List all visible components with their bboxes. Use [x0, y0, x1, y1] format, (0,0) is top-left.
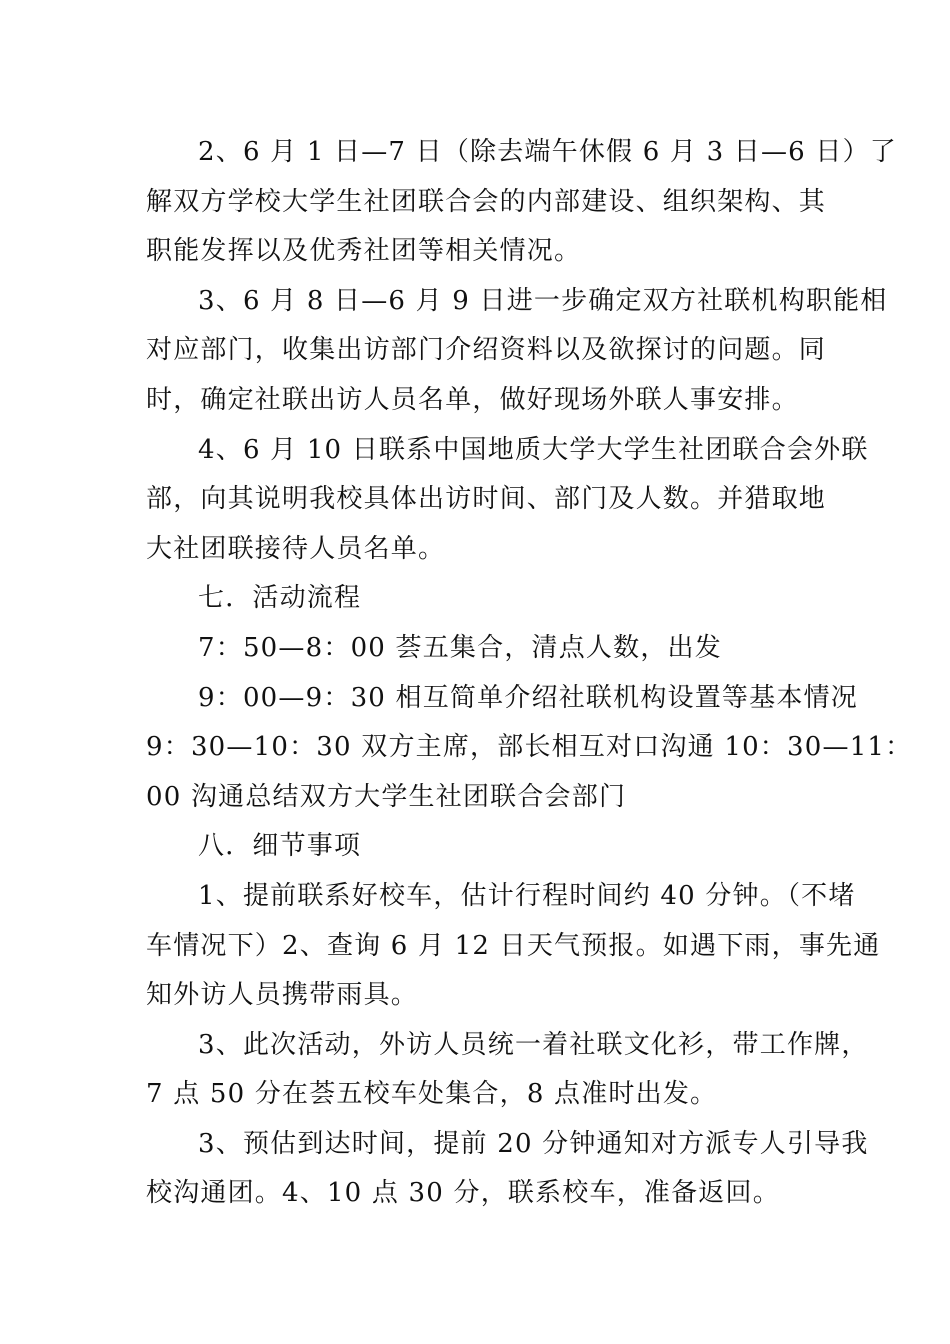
- text-line: 职能发挥以及优秀社团等相关情况。: [146, 236, 582, 267]
- text-line: 2、6 月 1 日—7 日（除去端午休假 6 月 3 日—6 日）了: [198, 137, 897, 167]
- schedule-line: 9：30—10：30 双方主席，部长相互对口沟通 10：30—11：: [146, 732, 913, 763]
- section-heading: 七．活动流程: [198, 583, 362, 614]
- schedule-line: 00 沟通总结双方大学生社团联合会部门: [146, 781, 627, 812]
- document-body: [146, 128, 913, 1219]
- text-line: 解双方学校大学生社团联合会的内部建设、组织架构、其: [146, 186, 827, 217]
- text-line: 大社团联接待人员名单。: [146, 533, 446, 564]
- text-line: 3、6 月 8 日—6 月 9 日进一步确定双方社联机构职能相: [198, 285, 888, 316]
- text-line: 车情况下）2、查询 6 月 12 日天气预报。如遇下雨，事先通: [146, 930, 881, 961]
- text-line: 3、此次活动，外访人员统一着社联文化衫，带工作牌，: [198, 1029, 869, 1060]
- schedule-line: 9：00—9：30 相互简单介绍社联机构设置等基本情况: [198, 682, 858, 713]
- schedule-line: 7：50—8：00 荟五集合，清点人数，出发: [198, 632, 722, 663]
- text-line: 3、预估到达时间，提前 20 分钟通知对方派专人引导我: [198, 1128, 869, 1159]
- text-line: 对应部门，收集出访部门介绍资料以及欲探讨的问题。同: [146, 335, 827, 366]
- text-line: 1、提前联系好校车，估计行程时间约 40 分钟。（不堵: [198, 880, 856, 911]
- text-line: 时，确定社联出访人员名单，做好现场外联人事安排。: [146, 384, 799, 415]
- text-line: 4、6 月 10 日联系中国地质大学大学生社团联合会外联: [198, 434, 869, 465]
- text-line: 部，向其说明我校具体出访时间、部门及人数。并猎取地: [146, 484, 827, 515]
- text-line: 7 点 50 分在荟五校车处集合，8 点准时出发。: [146, 1079, 718, 1110]
- text-line: 知外访人员携带雨具。: [146, 980, 419, 1011]
- section-heading: 八．细节事项: [198, 831, 362, 862]
- text-line: 校沟通团。4、10 点 30 分，联系校车，准备返回。: [146, 1178, 780, 1209]
